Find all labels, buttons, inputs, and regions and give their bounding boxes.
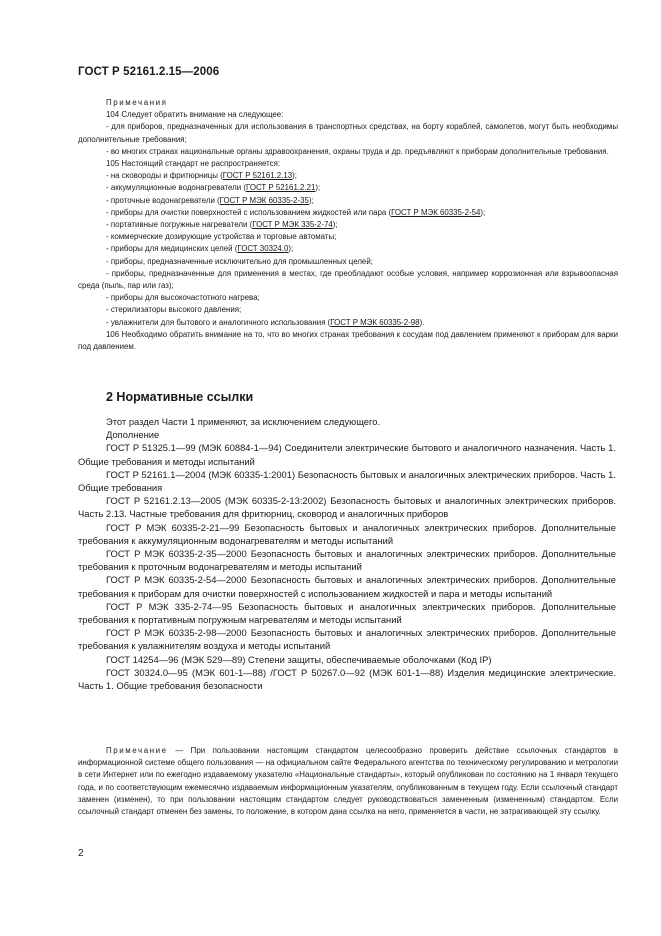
standard-link[interactable]: ГОСТ Р МЭК 60335-2-98 [330, 317, 420, 327]
item-text: ); [315, 183, 321, 193]
reference-item: ГОСТ Р МЭК 60335-2-98—2000 Безопасность бытовых и аналогичных электрических приборов. Дополнительные требования к увлажнителям воздуха и методы испытаний [78, 627, 616, 652]
reference-item: ГОСТ 30324.0—95 (МЭК 601-1—88) /ГОСТ Р 50267.0—92 (МЭК 601-1—88) Изделия медицинские электрические. Часть 1. Общие требования безопасности [78, 666, 616, 692]
note-105-item [78, 268, 618, 292]
notes-block [78, 97, 618, 353]
item-text: ). [419, 317, 425, 327]
notes-label: Примечания [106, 98, 168, 107]
item-text: ); [480, 207, 486, 217]
note-105-item [78, 292, 618, 304]
addition-label: Дополнение [106, 429, 160, 441]
references-block [78, 415, 616, 692]
document-header: ГОСТ Р 52161.2.15—2006 [78, 66, 220, 78]
reference-item: ГОСТ Р МЭК 60335-2-35—2000 Безопасность бытовых и аналогичных электрических приборов. Дополнительные требования к проточным водонагревателям и методы испытаний [78, 548, 616, 573]
note-104: 104 Следует обратить внимание на следующее: [106, 110, 284, 120]
note-105-item [78, 243, 618, 255]
note-105-item [78, 195, 618, 207]
item-text: - проточные водонагреватели ( [106, 195, 220, 205]
reference-item: ГОСТ Р МЭК 335-2-74—95 Безопасность бытовых и аналогичных электрических приборов. Дополнительные требования к портативным погружным нагревателям и методы испытаний [78, 600, 616, 626]
item-text: ); [308, 195, 314, 205]
item-text: - стерилизаторы высокого давления; [106, 305, 242, 315]
note-105-item [78, 182, 618, 194]
page-number: 2 [78, 848, 84, 859]
note-106: 106 Необходимо обратить внимание на то, что во многих странах требования к сосудам под давлением применяют к приборам для варки под давлением. [78, 329, 618, 352]
note-105-item [78, 317, 618, 329]
standard-link[interactable]: ГОСТ Р 52161.2.13 [222, 171, 293, 181]
item-text: - портативные погружные нагреватели ( [106, 220, 253, 230]
item-text: - приборы, предназначенные для применения в местах, где преобладают особые условия, например коррозионная или взрывоопасная среда (пыль, пар или газ); [78, 268, 618, 291]
reference-item: ГОСТ 14254—96 (МЭК 529—89) Степени защиты, обеспечиваемые оболочками (Код IP) [106, 653, 492, 665]
standard-link[interactable]: ГОСТ Р МЭК 60335-2-35 [219, 195, 309, 205]
note-105-item [78, 207, 618, 219]
item-text: - аккумуляционные водонагреватели ( [106, 183, 247, 193]
section-intro: Этот раздел Части 1 применяют, за исключением следующего. [106, 416, 381, 427]
item-text: ); [292, 171, 297, 181]
item-text: - увлажнители для бытового и аналогичного использования ( [106, 317, 331, 327]
standard-link[interactable]: ГОСТ 30324.0 [237, 244, 289, 254]
item-text: ); [288, 244, 294, 254]
note-105-item [78, 256, 618, 268]
item-text: ); [332, 220, 338, 230]
standard-link[interactable]: ГОСТ Р МЭК 60335-2-54 [391, 207, 481, 217]
note-104-item: - во многих странах национальные органы здравоохранения, охраны труда и др. предъявляют к приборам дополнительные требования. [106, 146, 609, 156]
item-text: - приборы для очистки поверхностей с использованием жидкостей или пара ( [106, 207, 392, 217]
note-105-item [78, 170, 618, 182]
note-105: 105 Настоящий стандарт не распространяется: [106, 159, 281, 169]
standard-link[interactable]: ГОСТ Р МЭК 335-2-74 [252, 220, 333, 230]
item-text: - коммерческие дозирующие устройства и торговые автоматы; [106, 232, 337, 242]
final-note-label: Примечание [106, 746, 168, 755]
reference-item: ГОСТ Р 52161.2.13—2005 (МЭК 60335-2-13:2002) Безопасность бытовых и аналогичных электрических приборов. Часть 2.13. Частные требования для фритюрниц, сковород и аналогичных приборов [78, 495, 616, 520]
references-list [78, 441, 616, 692]
section-title: 2 Нормативные ссылки [106, 390, 254, 404]
reference-item: ГОСТ Р 52161.1—2004 (МЭК 60335-1:2001) Безопасность бытовых и аналогичных электрических приборов. Часть 1. Общие требования [78, 468, 616, 494]
item-text: - на сковороды и фритюрницы ( [106, 171, 223, 181]
final-note [78, 745, 618, 818]
reference-item: ГОСТ Р 51325.1—99 (МЭК 60884-1—94) Соединители электрические бытового и аналогичного назначения. Часть 1. Общие требования и методы испытаний [78, 442, 616, 467]
note-105-item [78, 304, 618, 316]
final-note-text: — При пользовании настоящим стандартом целесообразно проверить действие ссылочных стандартов в информационной системе общего пользования — на официальном сайте Федерального агентства по техническому регулированию и метрологии в сети Интернет или по ежегодно издаваемому указателю «Национальные стандарты», который опубликован по состоянию на 1 января текущего года, и по соответствующим ежемесячно издаваемым информационным указателям, опубликованным в текущем году. Если ссылочный стандарт заменен (изменен), то при пользовании настоящим стандартом следует руководствоваться замененным (измененным) стандартом. Если ссылочный стандарт отменен без замены, то положение, в котором дана ссылка на него, применяется в части, не затрагивающей эту ссылку. [78, 746, 618, 817]
item-text: - приборы для медицинских целей ( [106, 244, 238, 254]
reference-item: ГОСТ Р МЭК 60335-2-21—99 Безопасность бытовых и аналогичных электрических приборов. Дополнительные требования к аккумуляционным водонагревателям и методы испытаний [78, 521, 616, 546]
item-text: - приборы для высокочастотного нагрева; [106, 293, 260, 303]
note-104-item: - для приборов, предназначенных для использования в транспортных средствах, на борту кораблей, самолетов, могут быть необходимы дополнительные требования; [78, 122, 618, 144]
note-105-item [78, 219, 618, 231]
note-105-item [78, 231, 618, 243]
note-105-list [78, 170, 618, 329]
standard-link[interactable]: ГОСТ Р 52161.2.21 [246, 183, 316, 193]
item-text: - приборы, предназначенные исключительно для промышленных целей; [106, 256, 373, 266]
reference-item: ГОСТ Р МЭК 60335-2-54—2000 Безопасность бытовых и аналогичных электрических приборов. Дополнительные требования к приборам для очистки поверхностей с использованием жидкостей и пара и методы испытаний [78, 574, 616, 599]
